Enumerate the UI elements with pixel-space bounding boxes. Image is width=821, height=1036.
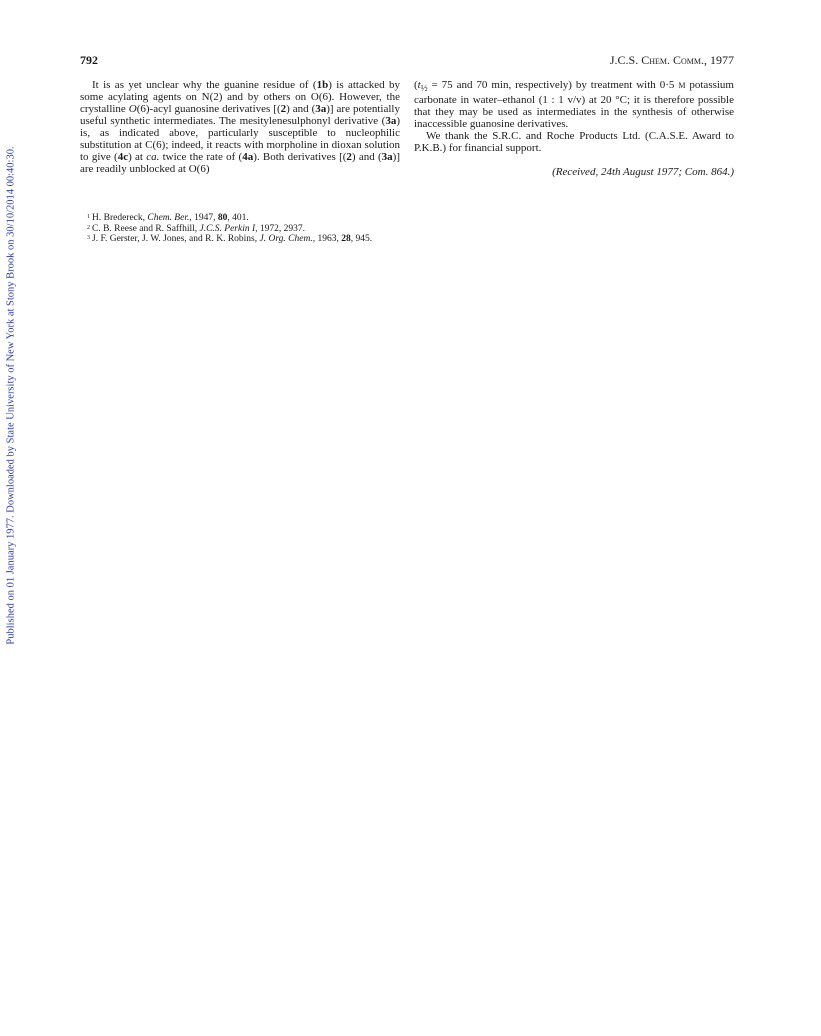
received-date: (Received, 24th August 1977; Com. 864.) — [552, 166, 734, 179]
references — [80, 213, 680, 245]
journal-year: , 1977 — [704, 53, 734, 67]
download-notice — [4, 140, 18, 650]
reference-3: 3 J. F. Gerster, J. W. Jones, and R. K. Robins, J. Org. Chem., 1963, 28, 945. — [87, 234, 373, 244]
right-column — [414, 79, 734, 178]
reference-1: 1 H. Bredereck, Chem. Ber., 1947, 80, 401. — [87, 213, 249, 223]
journal-prefix: J.C.S. — [609, 53, 642, 67]
right-paragraph-continued: ($t_{\frac{1}{2}} = 75$ and 70 min, respectively) by treatment with 0·5 m potassium carbonate in water–ethanol (1 : 1 v/v) at 20 °C; it is therefore possible that they may be used as intermediates in the synthesis of otherwise inaccessible guanosine derivatives. — [414, 79, 734, 131]
page-number: 792 — [80, 53, 98, 67]
journal-name: Chem. Comm. — [641, 53, 704, 67]
journal-header — [610, 53, 734, 68]
left-paragraph: It is as yet unclear why the guanine residue of (1b) is attacked by some acylating agents on N(2) and by others on O(6). However, the crystalline O(6)-acyl guanosine derivatives [(2) and (3a)] are potentially useful synthetic intermediates. The mesitylenesulphonyl derivative (3a) is, as indicated above, particularly susceptible to nucleophilic substitution at C(6); indeed, it reacts with morpholine in dioxan solution to give (4c) at ca. twice the rate of (4a). Both derivatives [(2) and (3a)] are readily unblocked at O(6) — [80, 79, 400, 175]
acknowledgement: We thank the S.R.C. and Roche Products Ltd. (C.A.S.E. Award to P.K.B.) for financial support. — [414, 130, 734, 155]
reference-2: 2 C. B. Reese and R. Saffhill, J.C.S. Perkin I, 1972, 2937. — [87, 223, 306, 234]
download-notice-text: Published on 01 January 1977. Downloaded by State University of New York at Stony Brook on 30/10/2014 00:40:30. — [5, 145, 17, 645]
left-column — [80, 79, 400, 175]
